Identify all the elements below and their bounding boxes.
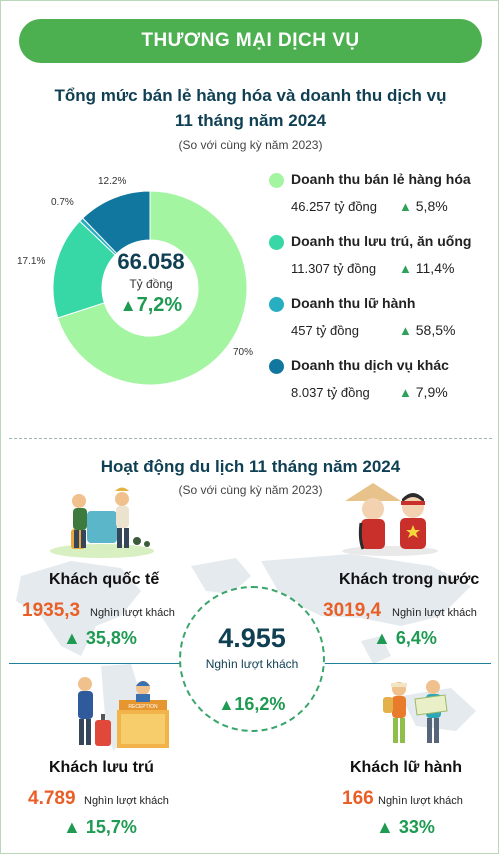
category-domestic-value: 3019,4 <box>323 600 382 621</box>
retail-total-growth <box>101 294 201 317</box>
category-lodging-growth <box>63 817 137 838</box>
legend-dot <box>269 173 284 188</box>
legend-growth <box>399 260 454 276</box>
retail-note: (So với cùng kỳ năm 2023) <box>178 138 323 152</box>
tourism-total-unit: Nghìn lượt khách <box>205 657 299 671</box>
legend-growth <box>399 198 448 214</box>
legend-name: Doanh thu bán lẻ hàng hóa <box>291 171 471 187</box>
legend-dot <box>269 297 284 312</box>
up-arrow-icon: ▲ <box>399 261 412 276</box>
tourism-title: Hoạt động du lịch 11 tháng năm 2024 <box>100 457 401 476</box>
legend-growth-value: 58,5% <box>415 322 456 338</box>
legend-growth <box>399 322 455 338</box>
legend-dot <box>269 235 284 250</box>
page-title: THƯƠNG MẠI DỊCH VỤ <box>141 30 360 51</box>
legend-value: 457 tỷ đồng <box>291 323 359 338</box>
up-arrow-icon: ▲ <box>63 628 81 648</box>
up-arrow-icon: ▲ <box>399 385 412 400</box>
tourism-growth-value: 16,2% <box>234 694 286 714</box>
category-domestic-unit: Nghìn lượt khách <box>392 607 477 619</box>
category-tour-growth <box>376 817 435 838</box>
category-international-title: Khách quốc tế <box>49 571 160 588</box>
legend-name: Doanh thu lưu trú, ăn uống <box>291 233 472 249</box>
retail-total: 66.058 <box>117 249 185 274</box>
category-lodging-unit: Nghìn lượt khách <box>84 795 169 807</box>
legend-name: Doanh thu lữ hành <box>291 295 416 311</box>
legend-growth <box>399 384 448 400</box>
category-domestic-title: Khách trong nước <box>339 571 480 588</box>
up-arrow-icon: ▲ <box>63 817 81 837</box>
connector-line-right <box>321 663 491 664</box>
legend-dot <box>269 359 284 374</box>
retail-growth-value: 7,2% <box>136 294 183 316</box>
growth-value: 6,4% <box>395 628 437 648</box>
reception-sign: RECEPTION <box>128 704 158 710</box>
legend-growth-value: 11,4% <box>415 260 455 276</box>
up-arrow-icon: ▲ <box>376 817 394 837</box>
lodging-guests-illustration <box>65 670 175 752</box>
category-tour-unit: Nghìn lượt khách <box>378 795 463 807</box>
category-international-value: 1935,3 <box>22 600 81 621</box>
slice-label-lodging: 17.1% <box>17 256 46 267</box>
retail-title-line1: Tổng mức bán lẻ hàng hóa và doanh thu dịch vụ <box>54 86 447 105</box>
retail-total-unit: Tỷ đồng <box>129 277 173 291</box>
tour-group-illustration <box>373 673 463 751</box>
international-travelers-illustration <box>47 481 157 559</box>
connector-line-left <box>9 663 181 664</box>
section-banner <box>19 19 482 63</box>
category-tour-title: Khách lữ hành <box>350 759 463 776</box>
category-tour-value: 166 <box>342 788 374 809</box>
legend-value: 46.257 tỷ đồng <box>291 199 378 214</box>
legend-value: 11.307 tỷ đồng <box>291 261 377 276</box>
tourism-total-growth <box>179 694 325 715</box>
category-domestic-growth <box>373 628 437 649</box>
domestic-travelers-illustration <box>335 479 445 557</box>
up-arrow-icon: ▲ <box>119 296 137 315</box>
tourism-note: (So với cùng kỳ năm 2023) <box>178 483 323 497</box>
up-arrow-icon: ▲ <box>373 628 391 648</box>
retail-title-line2: 11 tháng năm 2024 <box>174 111 327 130</box>
slice-label-travel: 0.7% <box>51 197 74 208</box>
legend-name: Doanh thu dịch vụ khác <box>291 357 449 373</box>
up-arrow-icon: ▲ <box>218 697 235 714</box>
growth-value: 33% <box>398 817 435 837</box>
legend-growth-value: 7,9% <box>415 384 448 400</box>
tourism-total: 4.955 <box>218 623 286 653</box>
legend-value: 8.037 tỷ đồng <box>291 385 370 400</box>
up-arrow-icon: ▲ <box>399 323 412 338</box>
category-international-unit: Nghìn lượt khách <box>90 607 175 619</box>
category-lodging-title: Khách lưu trú <box>49 759 154 776</box>
category-lodging-value: 4.789 <box>28 788 76 809</box>
slice-label-retail: 70% <box>233 347 254 358</box>
growth-value: 15,7% <box>85 817 137 837</box>
section-divider <box>9 438 492 439</box>
slice-label-other: 12.2% <box>98 176 127 187</box>
up-arrow-icon: ▲ <box>399 199 412 214</box>
category-international-growth <box>63 628 137 649</box>
legend-growth-value: 5,8% <box>415 198 448 214</box>
growth-value: 35,8% <box>85 628 137 648</box>
